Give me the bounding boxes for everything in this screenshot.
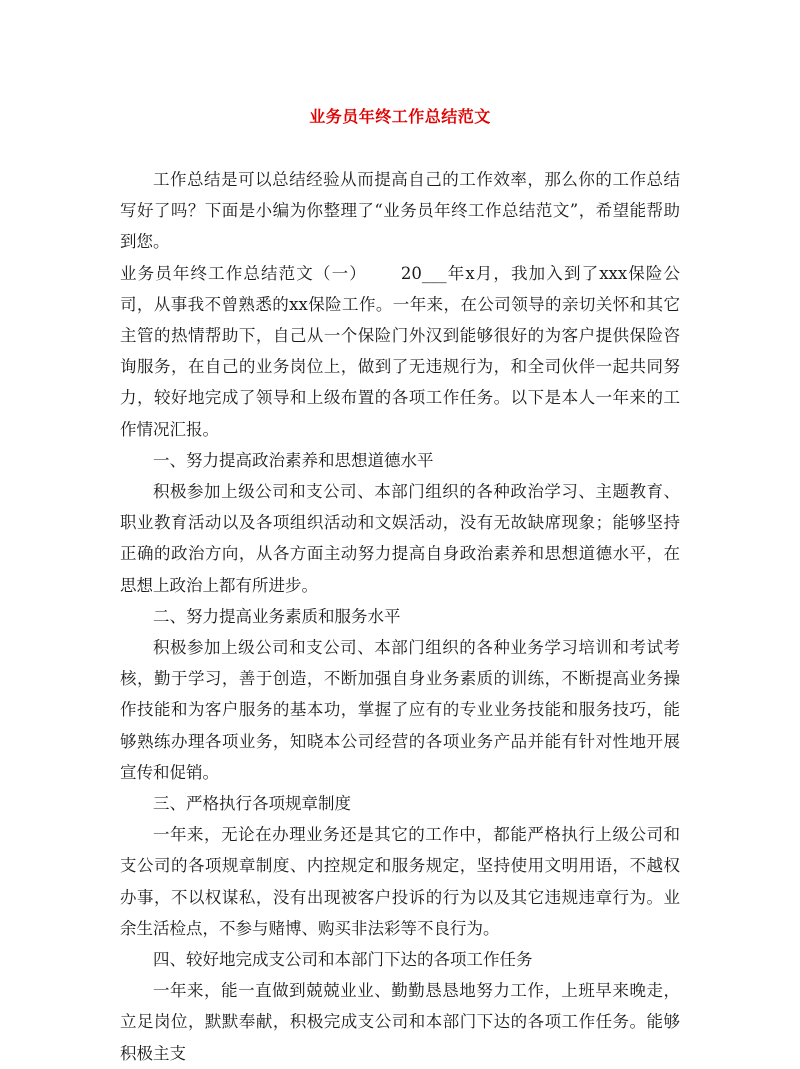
section-body-1: 积极参加上级公司和支公司、本部门组织的各种政治学习、主题教育、职业教育活动以及各项组织活动和文娱活动，没有无故缺席现象；能够坚持正确的政治方向，从各方面主动努力提高自身政治素养和思想道德水平，在思想上政治上都有所进步。: [120, 482, 680, 595]
intro-paragraph: 工作总结是可以总结经验从而提高自己的工作效率，那么你的工作总结写好了吗？下面是小编为你整理了“业务员年终工作总结范文”，希望能帮助到您。: [120, 170, 680, 252]
section-body-2: 积极参加上级公司和支公司、本部门组织的各种业务学习培训和考试考核，勤于学习，善于创造，不断加强自身业务素质的训练，不断提高业务操作技能和为客户服务的基本功，掌握了应有的专业业务技能和服务技巧，能够熟练办理各项业务，知晓本公司经营的各项业务产品并能有针对性地开展宣传和促销。: [120, 638, 680, 782]
section-body-4: 一年来，能一直做到兢兢业业、勤勤恳恳地努力工作，上班早来晚走，立足岗位，默默奉献，积极完成支公司和本部门下达的各项工作任务。能够积极主支: [120, 981, 680, 1063]
document-subheading: 业务员年终工作总结范文（一）: [120, 263, 367, 283]
document-title: 业务员年终工作总结范文: [309, 107, 491, 126]
section-heading-3: 三、严格执行各项规章制度: [153, 794, 351, 814]
section-heading-2: 二、努力提高业务素质和服务水平: [153, 606, 401, 626]
opening-paragraph: [120, 258, 680, 445]
opening-text: 20___年x月，我加入到了xxx保险公司，从事我不曾熟悉的xx保险工作。一年来，在公司领导的亲切关怀和其它主管的热情帮助下，自己从一个保险门外汉到能够很好的为客户提供保险咨询服务，在自己的业务岗位上，做到了无违规行为，和全司伙伴一起共同努力，较好地完成了领导和上级布置的各项工作任务。以下是本人一年来的工作情况汇报。: [120, 263, 681, 439]
section-heading-1: 一、努力提高政治素养和思想道德水平: [153, 450, 434, 470]
section-heading-4: 四、较好地完成支公司和本部门下达的各项工作任务: [153, 950, 533, 970]
document-body: [120, 164, 680, 1069]
section-body-3: 一年来，无论在办理业务还是其它的工作中，都能严格执行上级公司和支公司的各项规章制度、内控规定和服务规定，坚持使用文明用语，不越权办事，不以权谋私，没有出现被客户投诉的行为以及其它违规违章行为。业余生活检点，不参与赌博、购买非法彩等不良行为。: [120, 825, 680, 938]
